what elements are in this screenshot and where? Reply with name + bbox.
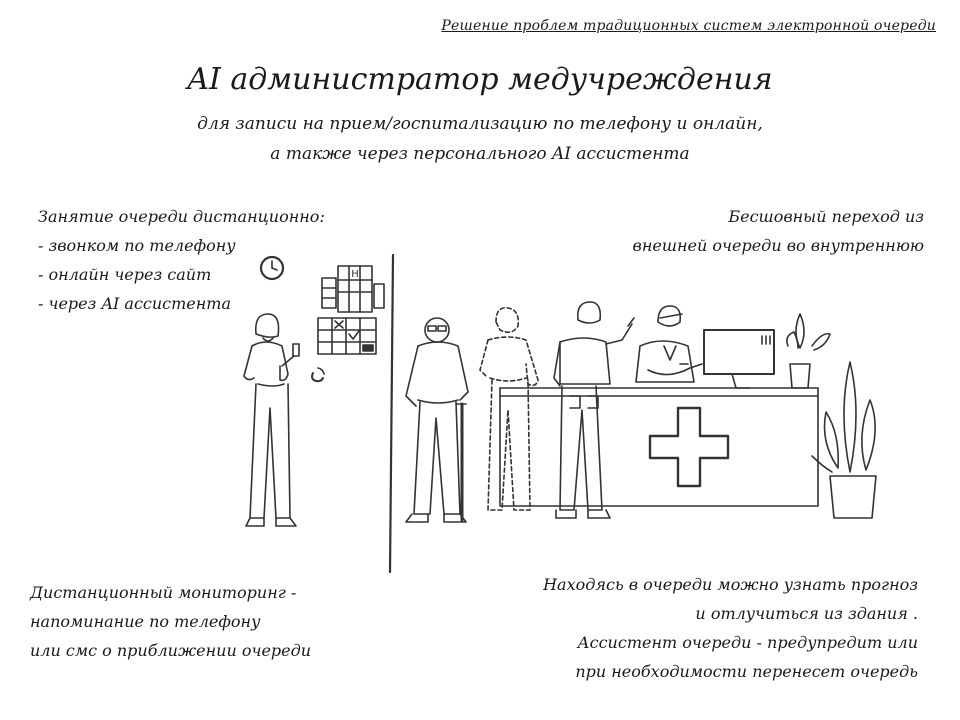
reception-counter — [500, 388, 818, 506]
remote-queue-item-phone: - звонком по телефону — [38, 236, 236, 255]
computer-monitor-icon — [704, 330, 774, 388]
tall-plant-icon — [812, 362, 876, 518]
forecast-line-3: Ассистент очереди - предупредит или — [577, 633, 918, 652]
remote-queue-item-assistant: - через AI ассистента — [38, 294, 232, 313]
subtitle-line-1: для записи на прием/госпитализацию по телефону и онлайн, — [197, 114, 763, 134]
seamless-transition-line-2: внешней очереди во внутреннюю — [632, 236, 924, 255]
phone-ring-icon — [312, 368, 324, 381]
clock-icon — [261, 257, 283, 279]
seamless-transition-line-1: Бесшовный переход из — [728, 207, 924, 226]
forecast-line-1: Находясь в очереди можно узнать прогноз — [543, 575, 918, 594]
medical-cross-icon — [650, 408, 728, 486]
forecast-line-2: и отлучиться из здания . — [695, 604, 918, 623]
remote-monitoring-line-1: Дистанционный мониторинг - — [30, 583, 297, 602]
remote-queue-item-website: - онлайн через сайт — [38, 265, 212, 284]
receptionist-figure — [636, 306, 702, 382]
remote-monitoring-line-3: или смс о приближении очереди — [30, 641, 312, 660]
elderly-man-figure — [406, 318, 468, 522]
virtual-queue-ghost-figure — [480, 308, 538, 510]
forecast-line-4: при необходимости перенесет очередь — [575, 662, 918, 681]
calendar-grid-icon — [318, 266, 384, 354]
divider-line — [390, 255, 393, 572]
remote-queue-heading: Занятие очереди дистанционно: — [38, 207, 325, 226]
remote-monitoring-line-2: напоминание по телефону — [30, 612, 261, 631]
small-plant-icon — [787, 314, 830, 388]
top-caption: Решение проблем традиционных систем электронной очереди — [441, 18, 936, 34]
patient-at-counter-figure — [554, 302, 634, 518]
calendar-letter: Н — [351, 269, 359, 280]
subtitle-line-2: а также через персонального AI ассистента — [270, 144, 690, 164]
woman-with-phone-figure — [244, 314, 299, 526]
page-title: AI администратор медучреждения — [187, 62, 773, 97]
